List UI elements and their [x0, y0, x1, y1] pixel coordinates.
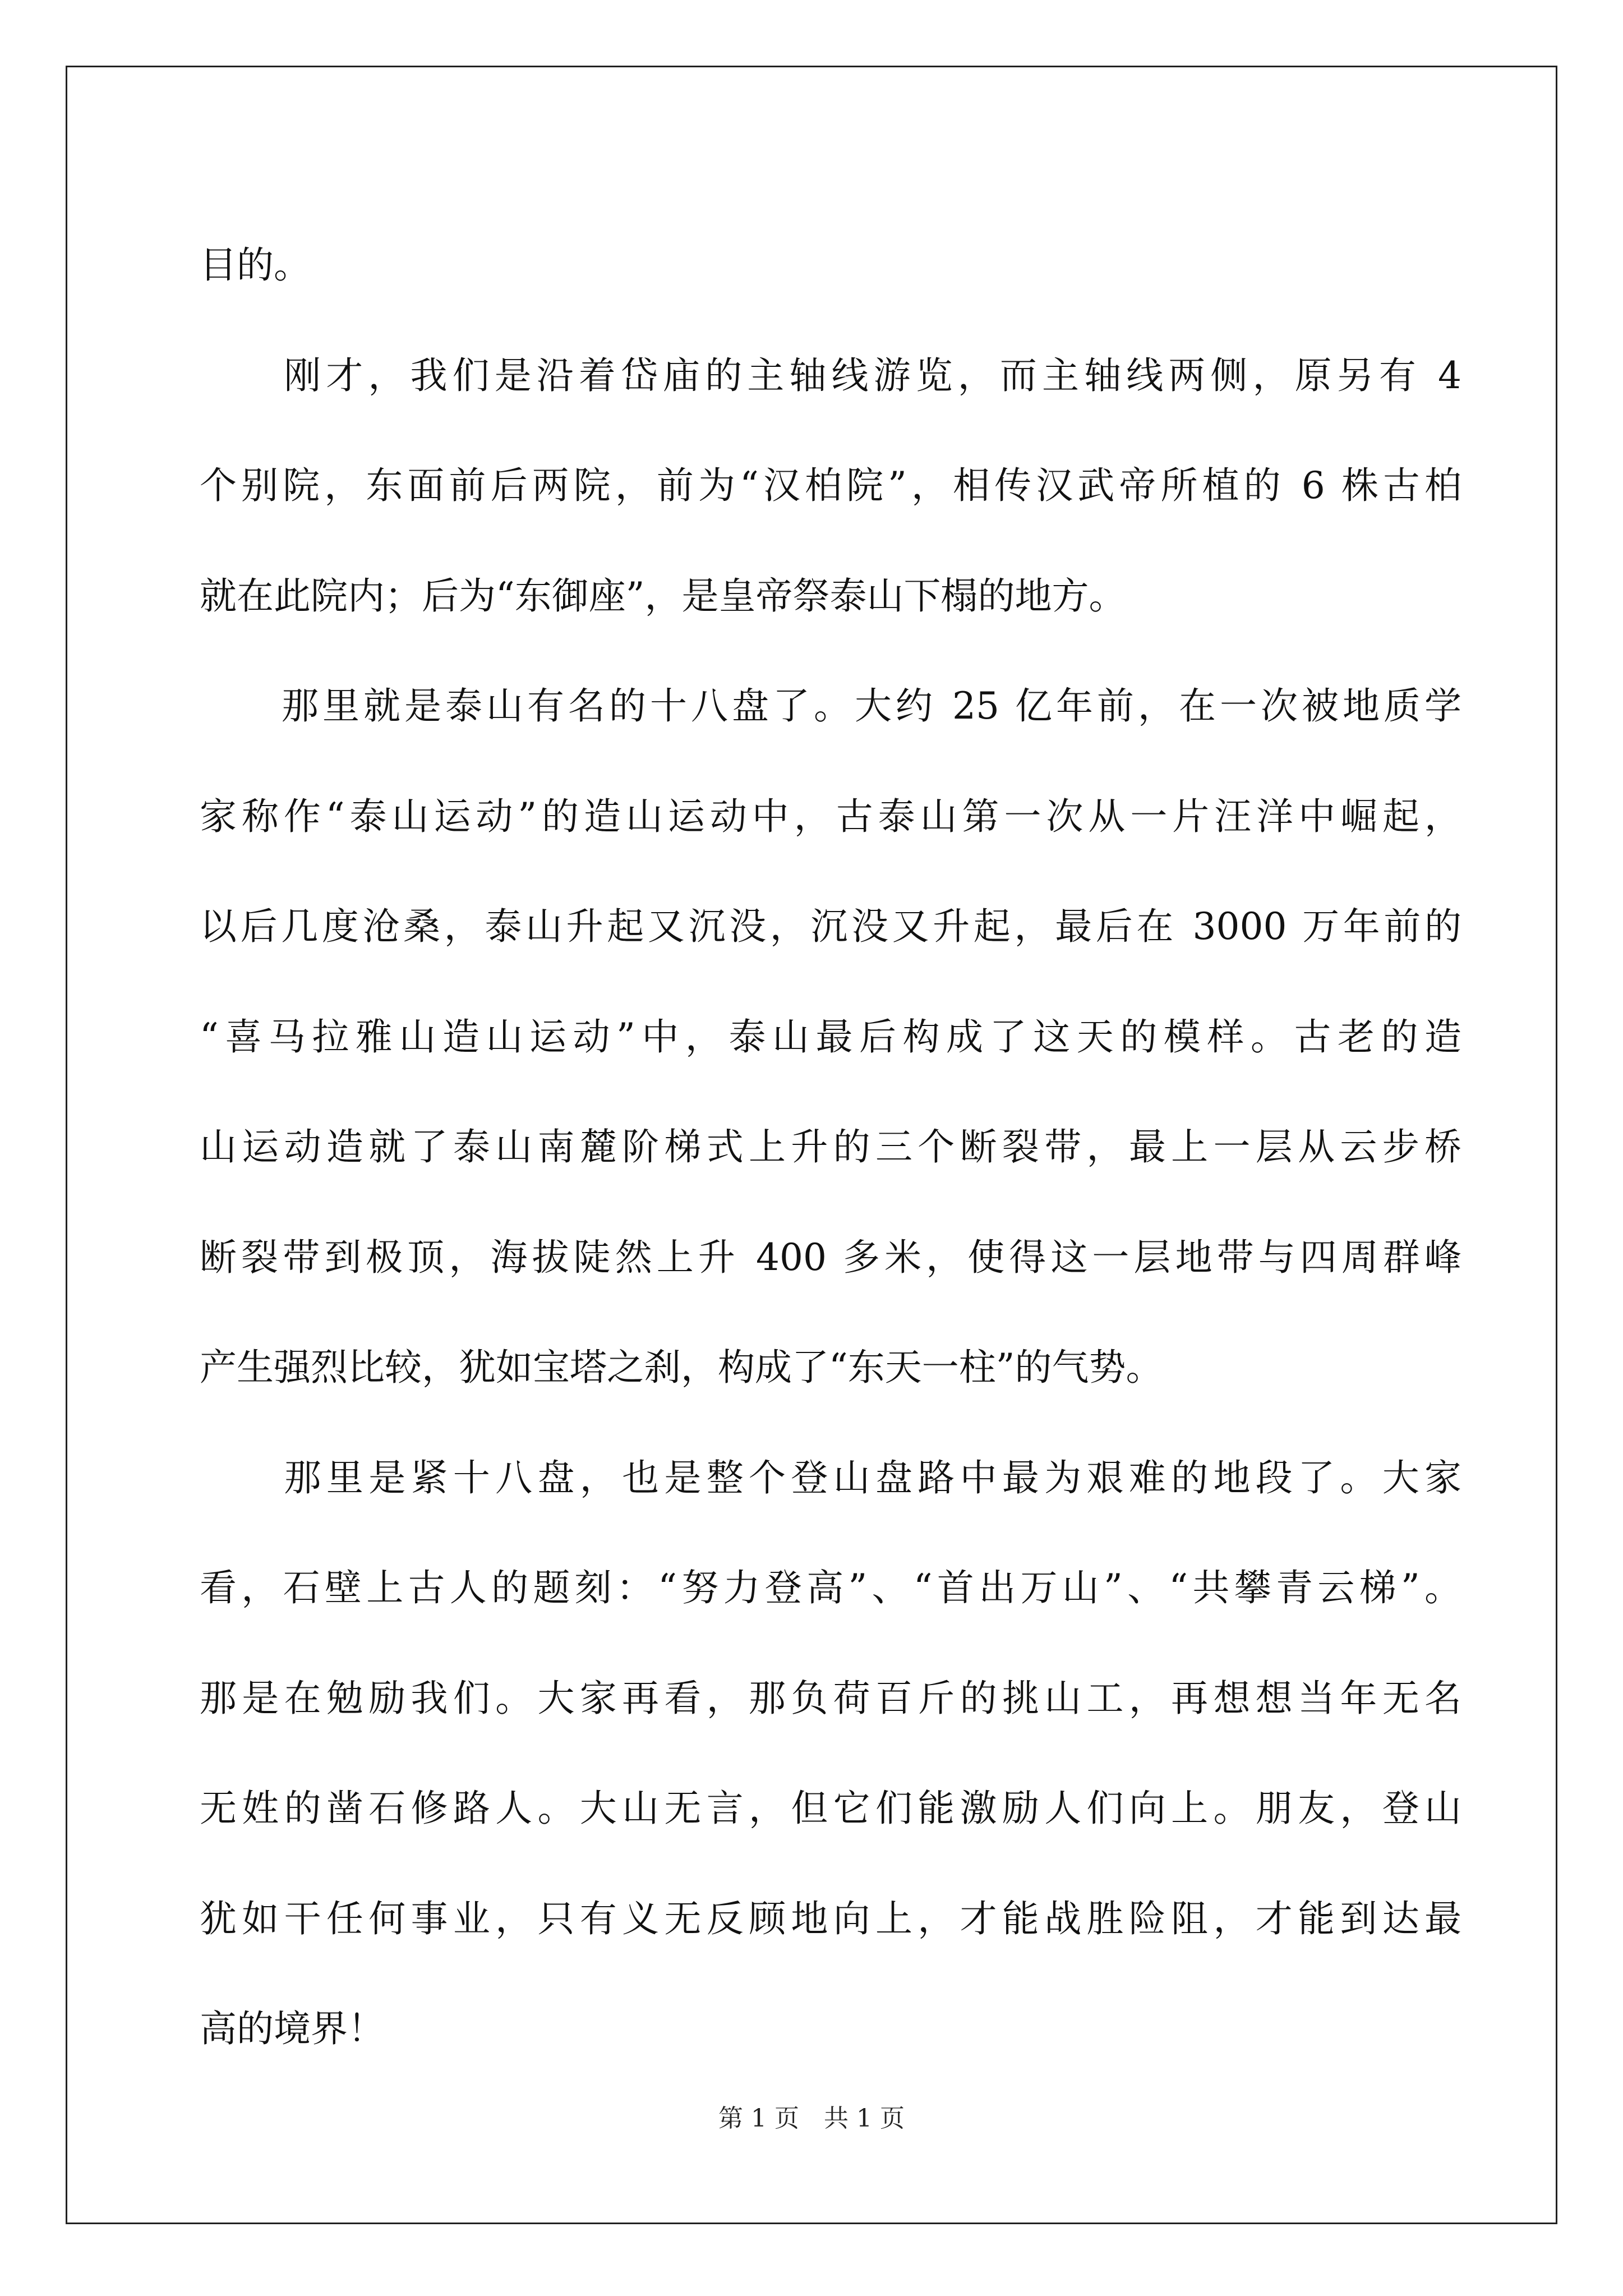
text-line: 就在此院内；后为“东御座”，是皇帝祭泰山下榻的地方。	[200, 574, 1126, 618]
text-line: 那里就是泰山有名的十八盘了。大约 25 亿年前，在一次被地质学	[200, 684, 1461, 728]
text-line: 那里是紧十八盘，也是整个登山盘路中最为艰难的地段了。大家	[200, 1456, 1461, 1499]
text-line: 以后几度沧桑，泰山升起又沉没，沉没又升起，最后在 3000 万年前的	[200, 905, 1461, 948]
text-line: 目的。	[200, 243, 311, 287]
text-line: 高的境界！	[200, 2007, 385, 2050]
text-line: 山运动造就了泰山南麓阶梯式上升的三个断裂带，最上一层从云步桥	[200, 1125, 1461, 1168]
text-line: 家称作“泰山运动”的造山运动中，古泰山第一次从一片汪洋中崛起，	[200, 794, 1461, 838]
text-line: “喜马拉雅山造山运动”中，泰山最后构成了这天的模样。古老的造	[200, 1015, 1461, 1059]
text-line: 断裂带到极顶，海拔陡然上升 400 多米，使得这一层地带与四周群峰	[200, 1235, 1461, 1279]
page-number: 第 1 页 共 1 页	[718, 2104, 905, 2133]
text-line: 产生强烈比较，犹如宝塔之刹，构成了“东天一柱”的气势。	[200, 1346, 1163, 1389]
text-line: 那是在勉励我们。大家再看，那负荷百斤的挑山工，再想想当年无名	[200, 1676, 1461, 1720]
text-line: 刚才，我们是沿着岱庙的主轴线游览，而主轴线两侧，原另有 4	[200, 353, 1461, 397]
text-line: 看，石壁上古人的题刻：“努力登高”、“首出万山”、“共攀青云梯”。	[200, 1566, 1461, 1609]
text-line: 无姓的凿石修路人。大山无言，但它们能激励人们向上。朋友，登山	[200, 1787, 1461, 1830]
document-body	[200, 210, 1461, 2085]
text-line: 个别院，东面前后两院，前为“汉柏院”，相传汉武帝所植的 6 株古柏	[200, 464, 1461, 507]
text-line: 犹如干任何事业，只有义无反顾地向上，才能战胜险阻，才能到达最	[200, 1897, 1461, 1940]
